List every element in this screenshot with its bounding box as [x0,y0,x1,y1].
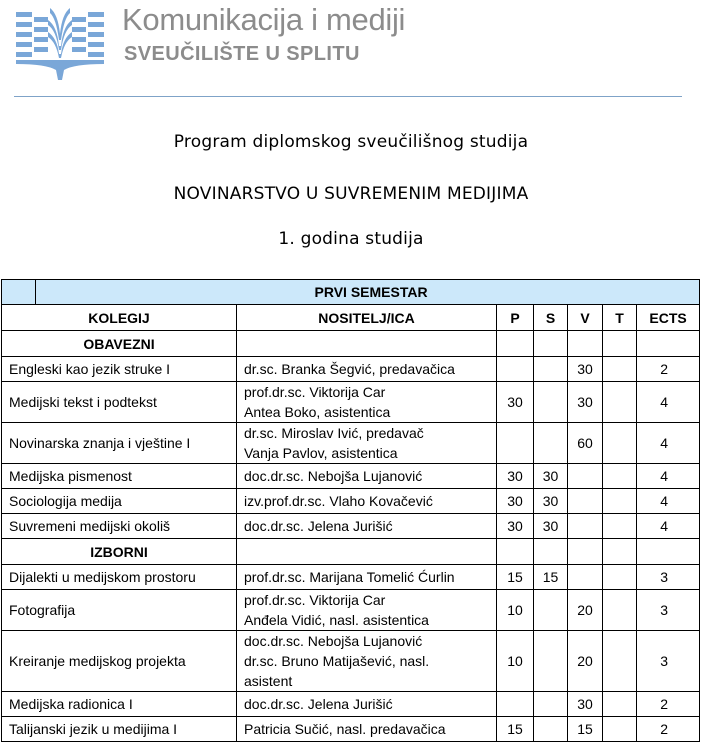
lecturers-cell [237,382,497,423]
lecturer: Patricia Sučić, nasl. predavačica [244,721,446,737]
hours-s [534,631,568,692]
course-name: Suvremeni medijski okoliš [2,514,237,539]
course-name: Engleski kao jezik struke I [2,357,237,382]
course-row [2,464,700,489]
course-row [2,565,700,590]
brand-name: Komunikacija i mediji [122,2,406,37]
lecturer: prof.dr.sc. Marijana Tomelić Ćurlin [244,569,455,585]
hours-s: 15 [534,565,568,590]
hours-t [603,631,637,692]
hours-p [497,692,534,717]
hours-t [603,357,637,382]
hours-p: 30 [497,382,534,423]
group-row [2,331,700,357]
hours-p: 30 [497,489,534,514]
course-name: Medijski tekst i podtekst [2,382,237,423]
ects-value: 4 [637,464,700,489]
empty-cell [497,331,534,357]
hours-s [534,717,568,742]
course-name: Kreiranje medijskog projekta [2,631,237,692]
hours-v: 30 [568,692,603,717]
empty-cell [237,331,497,357]
hours-t [603,464,637,489]
hours-p [497,423,534,464]
lecturers-cell [237,423,497,464]
lecturer: Antea Boko, asistentica [244,404,391,420]
hours-p: 10 [497,631,534,692]
hours-p: 10 [497,590,534,631]
col-header-nositelj: NOSITELJ/ICA [237,305,497,331]
book-tree-icon [14,4,106,80]
hours-t [603,692,637,717]
hours-v: 30 [568,382,603,423]
hours-p: 15 [497,717,534,742]
course-name: Medijska radionica I [2,692,237,717]
hours-t [603,590,637,631]
lecturer: dr.sc. Branka Šegvić, predavačica [244,361,455,377]
year-title: 1. godina studija [278,229,424,249]
ects-value: 3 [637,631,700,692]
hours-v: 60 [568,423,603,464]
semester-title: PRVI SEMESTAR [36,280,700,305]
hours-t [603,565,637,590]
hours-s [534,590,568,631]
empty-cell [237,539,497,565]
col-header-p: P [497,305,534,331]
course-row [2,590,700,631]
lecturer: izv.prof.dr.sc. Vlaho Kovačević [244,493,433,509]
lecturers-cell [237,514,497,539]
group-name: OBAVEZNI [2,331,237,357]
lecturer: asistent [244,673,293,689]
hours-s: 30 [534,489,568,514]
lecturers-cell [237,692,497,717]
lecturers-cell [237,464,497,489]
ects-value: 2 [637,357,700,382]
empty-cell [637,331,700,357]
ects-value: 3 [637,565,700,590]
hours-v [568,514,603,539]
semester-row [2,280,700,305]
ects-value: 4 [637,514,700,539]
course-row [2,489,700,514]
lecturer: doc.dr.sc. Jelena Jurišić [244,696,393,712]
course-name: Novinarska znanja i vještine I [2,423,237,464]
col-header-t: T [603,305,637,331]
hours-p: 30 [497,464,534,489]
lecturer: dr.sc. Miroslav Ivić, predavač [244,425,424,441]
course-row [2,692,700,717]
empty-cell [568,331,603,357]
hours-p: 30 [497,514,534,539]
header-divider [14,96,682,97]
column-header-row [2,305,700,331]
lecturer: Anđela Vidić, nasl. asistentica [244,612,429,628]
empty-cell [603,331,637,357]
ects-value: 3 [637,590,700,631]
course-row [2,382,700,423]
lecturer: dr.sc. Bruno Matijašević, nasl. [244,653,430,669]
course-name: Dijalekti u medijskom prostoru [2,565,237,590]
lecturers-cell [237,489,497,514]
semester-spacer-cell [2,280,36,305]
group-name: IZBORNI [2,539,237,565]
empty-cell [568,539,603,565]
brand-subtitle: SVEUČILIŠTE U SPLITU [124,43,360,65]
ects-value: 4 [637,382,700,423]
hours-v: 20 [568,631,603,692]
course-row [2,423,700,464]
hours-s: 30 [534,464,568,489]
hours-v: 20 [568,590,603,631]
empty-cell [534,331,568,357]
col-header-kolegij: KOLEGIJ [2,305,237,331]
group-row [2,539,700,565]
hours-v [568,464,603,489]
program-title: Program diplomskog sveučilišnog studija [173,132,529,152]
lecturer: prof.dr.sc. Viktorija Car [244,384,386,400]
hours-t [603,514,637,539]
hours-p [497,357,534,382]
hours-s [534,357,568,382]
lecturers-cell [237,357,497,382]
lecturer: doc.dr.sc. Nebojša Lujanović [244,468,423,484]
ects-value: 2 [637,692,700,717]
empty-cell [497,539,534,565]
hours-s: 30 [534,514,568,539]
lecturer: prof.dr.sc. Viktorija Car [244,592,386,608]
empty-cell [637,539,700,565]
ects-value: 4 [637,423,700,464]
lecturer: doc.dr.sc. Nebojša Lujanović [244,633,423,649]
course-row [2,717,700,742]
lecturers-cell [237,631,497,692]
empty-cell [534,539,568,565]
course-name: Fotografija [2,590,237,631]
lecturers-cell [237,565,497,590]
col-header-s: S [534,305,568,331]
hours-v [568,565,603,590]
course-row [2,357,700,382]
hours-t [603,382,637,423]
course-name: Sociologija medija [2,489,237,514]
hours-v: 30 [568,357,603,382]
course-name: Talijanski jezik u medijima I [2,717,237,742]
hours-s [534,423,568,464]
hours-s [534,382,568,423]
hours-v: 15 [568,717,603,742]
lecturer: Vanja Pavlov, asistentica [244,445,398,461]
course-row [2,631,700,692]
col-header-ects: ECTS [637,305,700,331]
hours-t [603,489,637,514]
ects-value: 2 [637,717,700,742]
hours-t [603,717,637,742]
course-name: Medijska pismenost [2,464,237,489]
study-title: NOVINARSTVO U SUVREMENIM MEDIJIMA [173,184,529,204]
ects-value: 4 [637,489,700,514]
empty-cell [603,539,637,565]
course-table [1,279,700,742]
course-row [2,514,700,539]
lecturers-cell [237,590,497,631]
hours-s [534,692,568,717]
hours-p: 15 [497,565,534,590]
lecturers-cell [237,717,497,742]
lecturer: doc.dr.sc. Jelena Jurišić [244,518,393,534]
col-header-v: V [568,305,603,331]
hours-t [603,423,637,464]
hours-v [568,489,603,514]
